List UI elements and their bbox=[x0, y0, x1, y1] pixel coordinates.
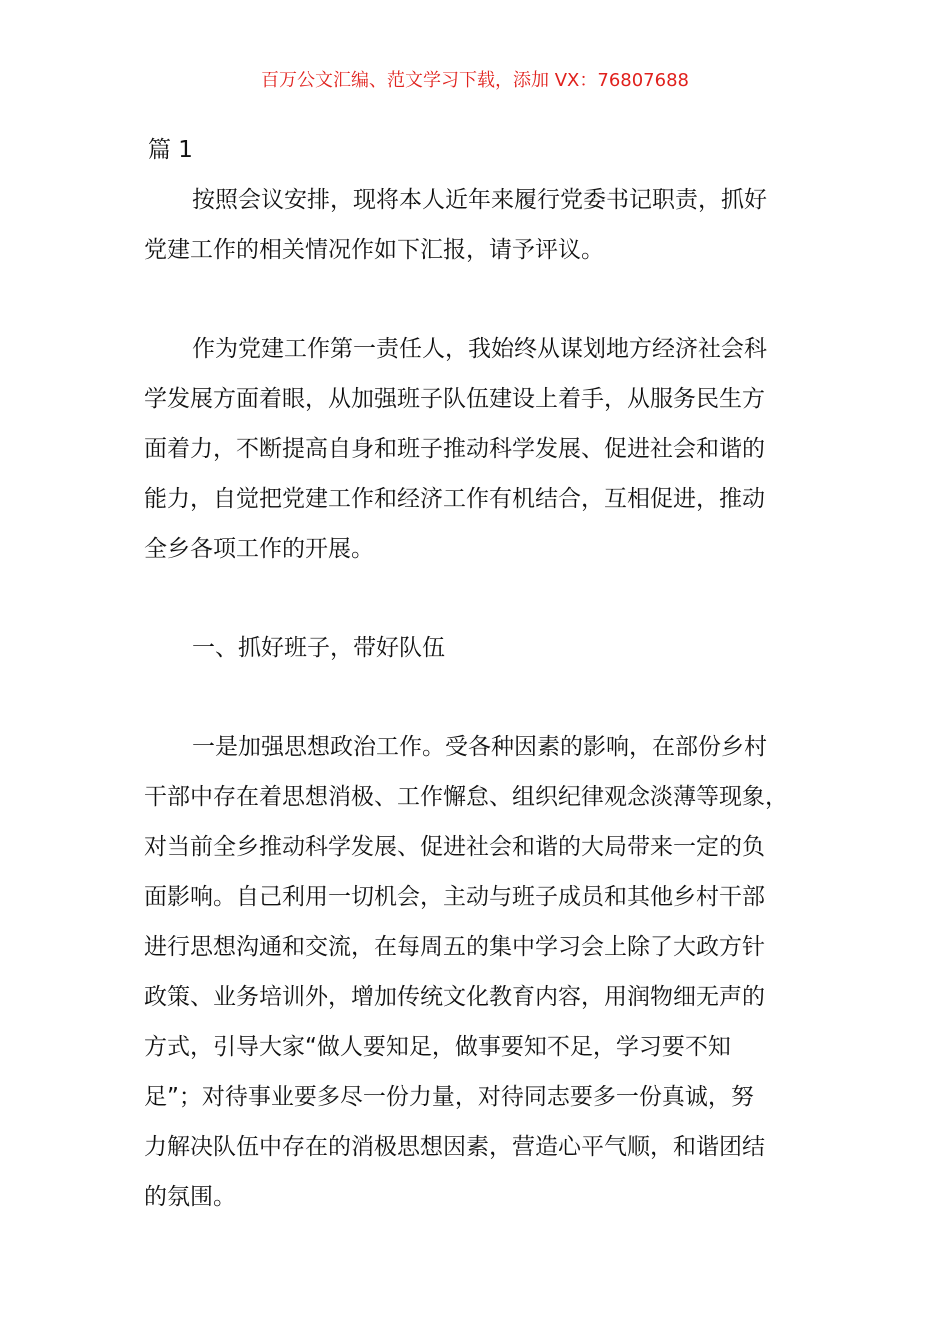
paragraph-3-line-8: 足”；对待事业要多尽一份力量，对待同志要多一份真诚，努 bbox=[144, 1084, 754, 1110]
header-banner: 百万公文汇编、范文学习下载，添加 VX：76807688 bbox=[261, 70, 689, 91]
paragraph-3-line-9: 力解决队伍中存在的消极思想因素，营造心平气顺，和谐团结 bbox=[144, 1134, 765, 1160]
paragraph-3-line-6: 政策、业务培训外，增加传统文化教育内容，用润物细无声的 bbox=[144, 984, 765, 1010]
paragraph-3-line-10: 的氛围。 bbox=[144, 1184, 236, 1210]
paragraph-2-line-1: 作为党建工作第一责任人，我始终从谋划地方经济社会科 bbox=[192, 336, 767, 362]
paragraph-3-line-5: 进行思想沟通和交流，在每周五的集中学习会上除了大政方针 bbox=[144, 934, 765, 960]
paragraph-3-line-2: 干部中存在着思想消极、工作懈怠、组织纪律观念淡薄等现象， bbox=[144, 784, 788, 810]
paragraph-3-line-3: 对当前全乡推动科学发展、促进社会和谐的大局带来一定的负 bbox=[144, 834, 765, 860]
paragraph-3-line-4: 面影响。自己利用一切机会，主动与班子成员和其他乡村干部 bbox=[144, 884, 765, 910]
paragraph-3-line-7: 方式，引导大家“做人要知足，做事要知不足，学习要不知 bbox=[144, 1034, 731, 1060]
paragraph-2-line-4: 能力，自觉把党建工作和经济工作有机结合，互相促进，推动 bbox=[144, 486, 765, 512]
paragraph-1-line-1: 按照会议安排，现将本人近年来履行党委书记职责，抓好 bbox=[192, 187, 767, 213]
paragraph-2-line-2: 学发展方面着眼，从加强班子队伍建设上着手，从服务民生方 bbox=[144, 386, 765, 412]
paragraph-3-line-1: 一是加强思想政治工作。受各种因素的影响，在部份乡村 bbox=[192, 734, 767, 760]
section-heading: 一、抓好班子，带好队伍 bbox=[192, 635, 445, 661]
paragraph-1-line-2: 党建工作的相关情况作如下汇报，请予评议。 bbox=[144, 237, 604, 263]
paragraph-2-line-5: 全乡各项工作的开展。 bbox=[144, 536, 374, 562]
paragraph-2-line-3: 面着力，不断提高自身和班子推动科学发展、促进社会和谐的 bbox=[144, 436, 765, 462]
section-label: 篇 1 bbox=[148, 137, 193, 163]
